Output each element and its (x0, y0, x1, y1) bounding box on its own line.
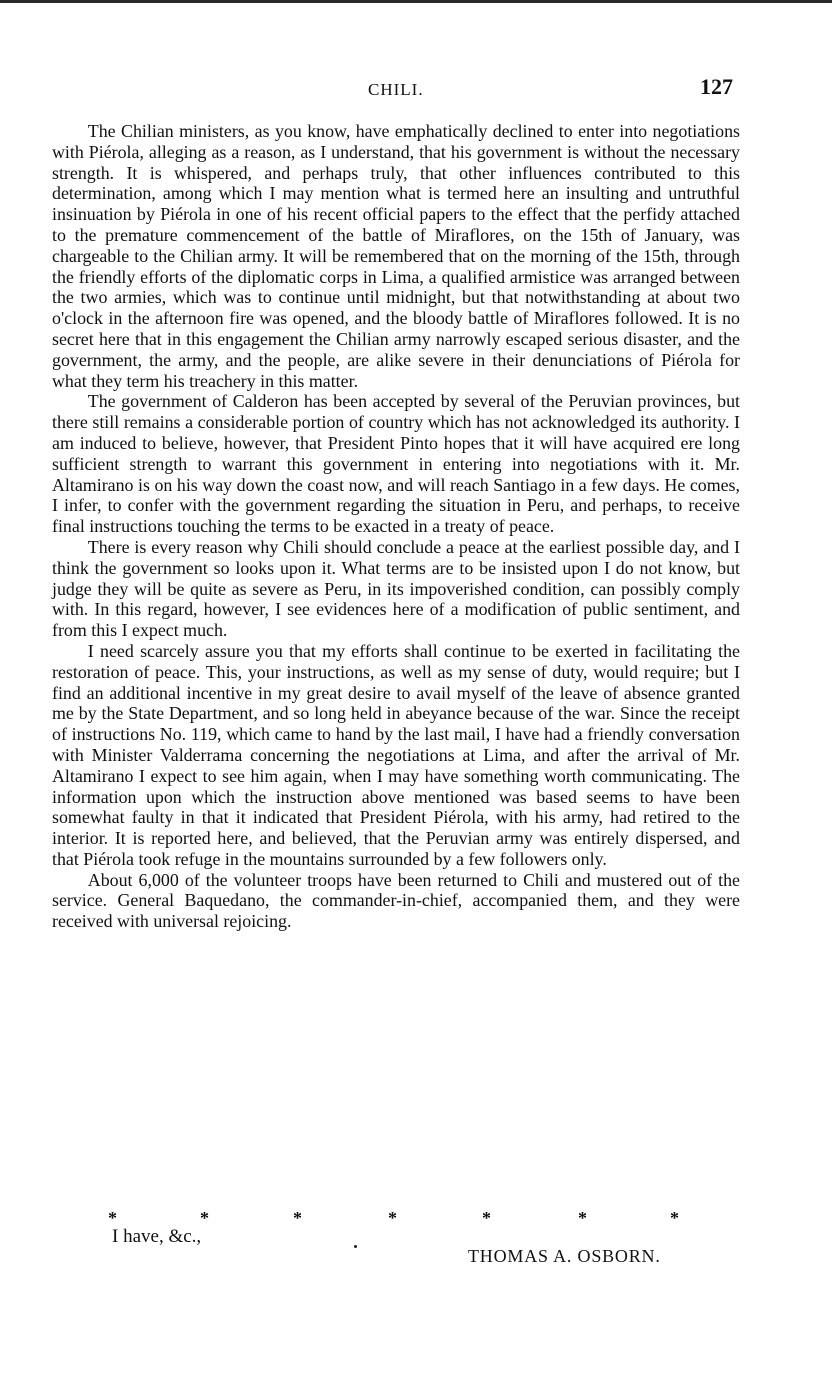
top-rule (0, 0, 832, 3)
paragraph-efforts-instructions: I need scarcely assure you that my efforts shall continue to be exerted in facilitating the restoration of peace. This, your instructions, as well as my sense of duty, would require; but I find an additional incentive in my great desire to avail myself of the leave of absence granted me by the State Department, and so long held in abeyance because of the war. Since the receipt of instructions No. 119, which came to hand by the last mail, I have had a friendly conversation with Minister Valderrama concerning the negotiations at Lima, and after the arrival of Mr. Altamirano I expect to see him again, when I may have something worth communicating. The information upon which the instruction above mentioned was based seems to have been somewhat faulty in that it indicated that President Piérola, with his army, had retired to the interior. It is reported here, and believed, that the Peruvian army was entirely dispersed, and that Piérola took refuge in the mountains surrounded by a few followers only. (52, 640, 740, 869)
paragraph-peace-prospects: There is every reason why Chili should conclude a peace at the earliest possible day, and I think the government so looks upon it. What terms are to be insisted upon I do not know, but judge they will be quite as severe as Peru, in its impoverished condition, can possibly comply with. In this regard, however, I see evidences here of a modification of public sentiment, and from this I expect much. (52, 536, 740, 641)
running-head (0, 74, 832, 104)
asterisk: * (388, 1208, 397, 1228)
asterisk: * (200, 1208, 209, 1228)
asterisk: * (293, 1208, 302, 1228)
page-number: 127 (700, 74, 733, 99)
ellipsis-asterisks (52, 1208, 740, 1228)
asterisk: * (482, 1208, 491, 1228)
letter-body (52, 121, 740, 932)
signature: THOMAS A. OSBORN. (468, 1246, 661, 1266)
paragraph-troops-returned: About 6,000 of the volunteer troops have been returned to Chili and mustered out of the service. General Baquedano, the commander-in-chief, accompanied them, and they were received with universal rejoicing. (52, 869, 740, 932)
closing-salutation: I have, &c., (112, 1226, 202, 1247)
asterisk: * (670, 1208, 679, 1228)
ink-speck (354, 1245, 357, 1248)
asterisk: * (578, 1208, 587, 1228)
paragraph-calderon-government: The government of Calderon has been accepted by several of the Peruvian provinces, but there still remains a considerable portion of country which has not acknowledged its authority. I am induced to believe, however, that President Pinto hopes that it will have acquired ere long sufficient strength to warrant this government in entering into negotiations with it. Mr. Altamirano is on his way down the coast now, and will reach Santiago in a few days. He comes, I infer, to confer with the government regarding the situation in Peru, and perhaps, to receive final instructions touching the terms to be exacted in a treaty of peace. (52, 391, 740, 537)
asterisk: * (108, 1208, 117, 1228)
paragraph-ministers-pierola: The Chilian ministers, as you know, have emphatically declined to enter into negotiations with Piérola, alleging as a reason, as I understand, that his government is without the necessary strength. It is whispered, and perhaps truly, that other influences contributed to this determination, among which I may mention what is termed here an insulting and untruthful insinuation by Piérola in one of his recent official papers to the effect that the perfidy attached to the premature commencement of the battle of Miraflores, on the 15th of January, was chargeable to the Chilian army. It will be remembered that on the morning of the 15th, through the friendly efforts of the diplomatic corps in Lima, a qualified armistice was arranged between the two armies, which was to continue until midnight, but that notwithstanding at about two o'clock in the afternoon fire was opened, and the bloody battle of Miraflores followed. It is no secret here that in this engagement the Chilian army narrowly escaped serious disaster, and the government, the army, and the people, are alike severe in their denunciations of Piérola for what they term his treachery in this matter. (52, 121, 740, 391)
running-title: CHILI. (368, 80, 424, 99)
